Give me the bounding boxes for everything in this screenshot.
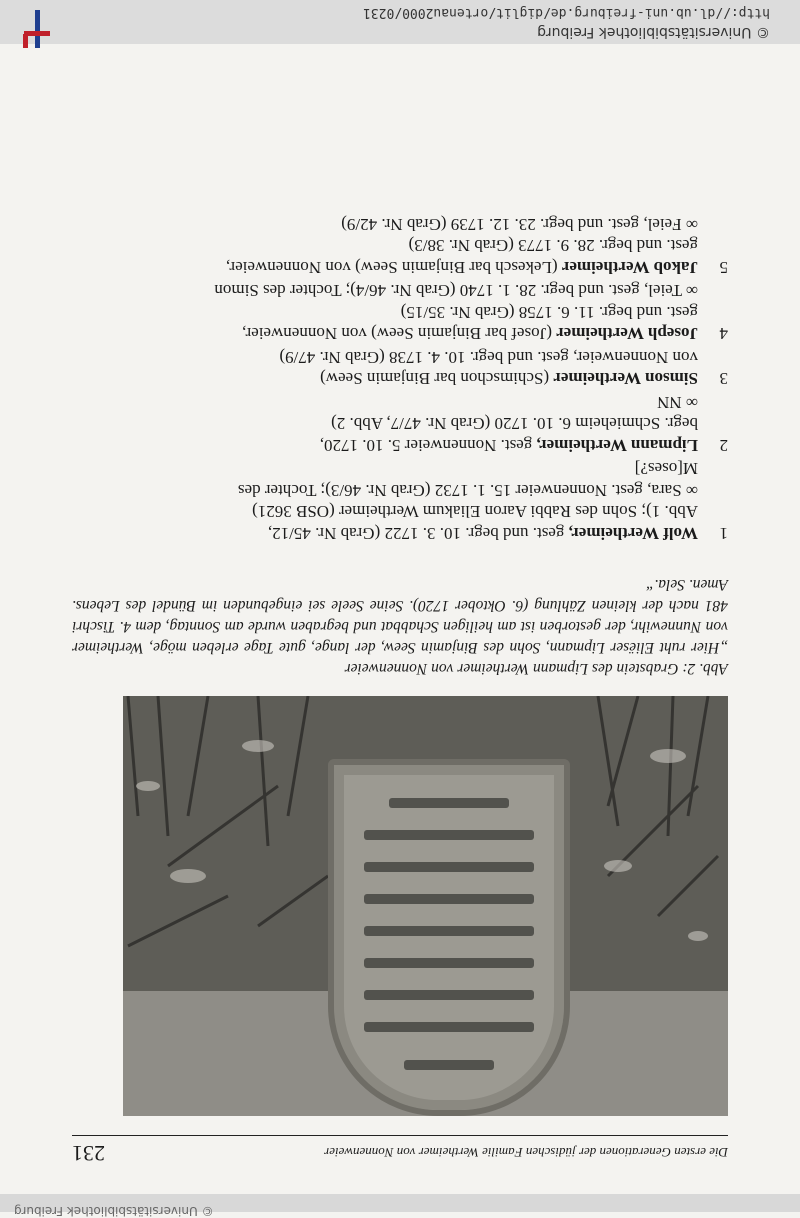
- entry-line: gest. und begr. 11. 6. 1758 (Grab Nr. 35/15): [400, 303, 698, 322]
- entry-line: ∞ Sara, gest. Nonnenweier 15. 1. 1732 (Grab Nr. 46/3); Tochter des: [237, 481, 698, 500]
- entry-line: ∞ NN: [657, 393, 698, 412]
- library-banner: [0, 0, 800, 44]
- entry-number: 3: [719, 369, 728, 389]
- entry: [72, 347, 728, 390]
- entry-line: M[oses?]: [634, 459, 698, 479]
- source-url[interactable]: http://dl.ub.uni-freiburg.de/diglit/ortenau2000/0231: [363, 5, 770, 20]
- running-head: [72, 1141, 728, 1166]
- running-head-text: Die ersten Generationen der jüdischen Familie Wertheimer von Nonnenweier: [324, 1145, 728, 1160]
- entry: [72, 458, 728, 544]
- gravestone-photo: [123, 696, 728, 1116]
- entry-line: gest. und begr. 10. 3. 1722 (Grab Nr. 45/12,: [267, 524, 569, 543]
- entry-line: Abb. 1); Sohn des Rabbi Aaron Eliakum Wertheimer (OSB 3621): [252, 502, 698, 522]
- genealogy-entries: [72, 212, 728, 545]
- entry-name: Jakob Wertheimer: [561, 258, 698, 277]
- bottom-strip-text: © Universitätsbibliothek Freiburg: [14, 1204, 214, 1218]
- entry-line: ∞ Teiel, gest. und begr. 28. 1. 1740 (Grab Nr. 46/4); Tochter des Simon: [214, 281, 698, 301]
- library-logo-icon: [22, 2, 52, 48]
- scanned-page: [0, 44, 800, 1194]
- entry-line: (Josef bar Binjamin Seew) von Nonnenweier,: [241, 324, 557, 344]
- caption-title: Abb. 2: Grabstein des Lipmann Wertheimer von Nonnenweier: [344, 660, 728, 677]
- page-number: 231: [72, 1141, 105, 1166]
- entry-number: 5: [719, 258, 728, 277]
- entry-line: gest. Nonnenweier 5. 10. 1720,: [319, 436, 537, 455]
- header-rule: [72, 1135, 728, 1136]
- entry-name: Wolf Wertheimer,: [568, 524, 698, 543]
- caption-text: „Hier ruht Eliëser Lipmann, Sohn des Binjamin Seew, der lange, gute Tage erleben möge, Wertheimer von Nunnewihr, der gestorben ist am heiligen Schabbat und begraben wurde am Sonntag, dem 4. Tischri 481 nach der kleinen Zählung (6. Oktober 1720). Seine Seele sei eingebunden im Bündel des Lebens. Amen. Sela.“: [72, 576, 728, 656]
- entry-number: 1: [719, 524, 728, 543]
- entry-name: Simson Wertheimer: [553, 369, 698, 389]
- entry-line: (Schimschon bar Binjamin Seew): [320, 369, 554, 389]
- entry-name: Joseph Wertheimer: [556, 324, 698, 344]
- entry-line: gest. und begr. 28. 9. 1773 (Grab Nr. 38/3): [408, 236, 698, 256]
- photo-caption: [72, 574, 728, 679]
- gravestone: [328, 759, 570, 1116]
- entry-number: 4: [719, 324, 728, 344]
- entry: [72, 214, 728, 279]
- entry: [72, 392, 728, 457]
- copyright-holder: © Universitätsbibliothek Freiburg: [537, 24, 770, 40]
- entry-line: ∞ Feiel, gest. und begr. 23. 12. 1739 (Grab Nr. 42/9): [341, 215, 698, 234]
- entry-number: 2: [719, 436, 728, 455]
- entry: [72, 280, 728, 345]
- entry-line: von Nonnenweier, gest. und begr. 10. 4. 1738 (Grab Nr. 47/9): [279, 348, 698, 367]
- entry-line: (Lekesch bar Binjamin Seew) von Nonnenweier,: [225, 258, 562, 277]
- entry-name: Lipmann Wertheimer,: [536, 436, 698, 455]
- bottom-strip: [0, 1194, 800, 1218]
- entry-line: begr. Schmieheim 6. 10. 1720 (Grab Nr. 47/7, Abb. 2): [331, 414, 698, 434]
